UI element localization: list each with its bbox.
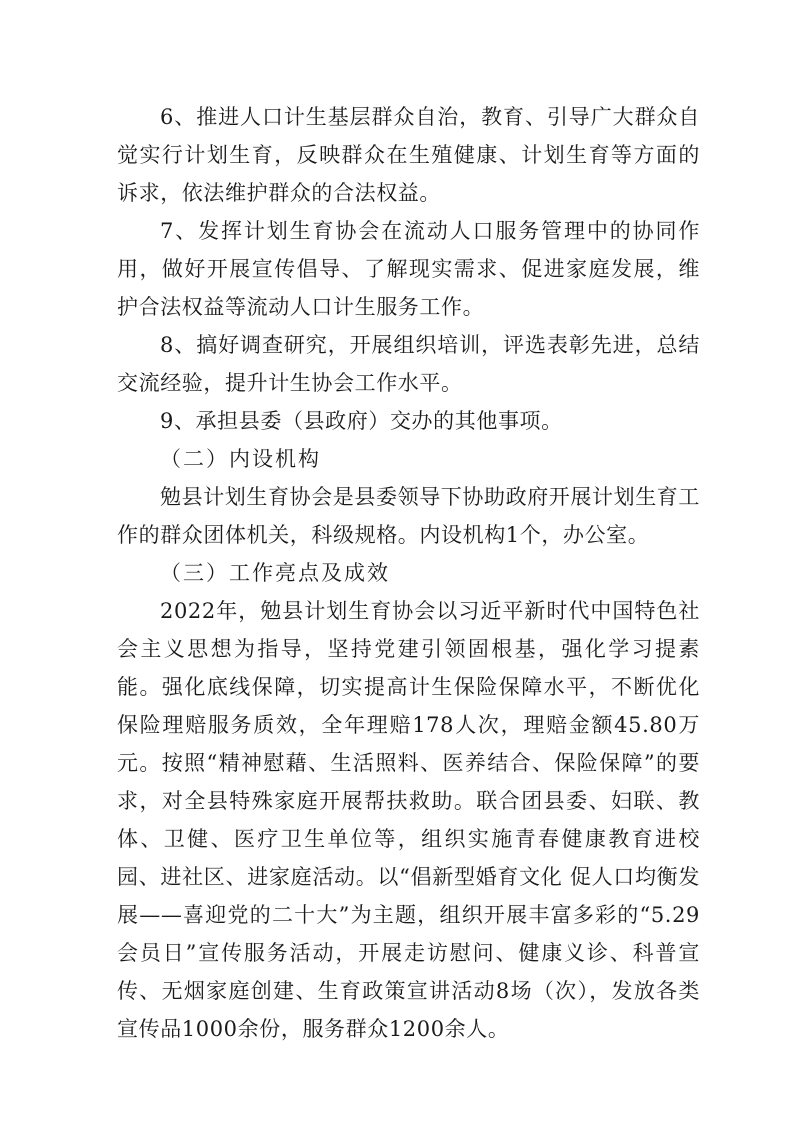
paragraph-item-6: 6、推进人口计生基层群众自治，教育、引导广大群众自觉实行计划生育，反映群众在生殖健康、计划生育等方面的诉求，依法维护群众的合法权益。 bbox=[117, 105, 700, 205]
section-heading-internal-structure: （二）内设机构 bbox=[160, 447, 321, 471]
paragraph-item-9: 9、承担县委（县政府）交办的其他事项。 bbox=[160, 409, 563, 433]
document-body bbox=[117, 98, 700, 1048]
paragraph-highlights: 2022年，勉县计划生育协会以习近平新时代中国特色社会主义思想为指导，坚持党建引领固根基，强化学习提素能。强化底线保障，切实提高计生保险保障水平，不断优化保险理赔服务质效，全年理赔178人次，理赔金额45.80万元。按照“精神慰藉、生活照料、医养结合、保险保障”的要求，对全县特殊家庭开展帮扶救助。联合团县委、妇联、教体、卫健、医疗卫生单位等，组织实施青春健康教育进校园、进社区、进家庭活动。以“倡新型婚育文化 促人口均衡发展——喜迎党的二十大”为主题，组织开展丰富多彩的“5.29会员日”宣传服务活动，开展走访慰问、健康义诊、科普宣传、无烟家庭创建、生育政策宣讲活动8场（次），发放各类宣传品1000余份，服务群众1200余人。 bbox=[117, 599, 700, 1041]
paragraph-item-8: 8、搞好调查研究，开展组织培训，评选表彰先进，总结交流经验，提升计生协会工作水平。 bbox=[117, 333, 700, 395]
paragraph-item-7: 7、发挥计划生育协会在流动人口服务管理中的协同作用，做好开展宣传倡导、了解现实需求、促进家庭发展，维护合法权益等流动人口计生服务工作。 bbox=[117, 219, 700, 319]
paragraph-internal-structure: 勉县计划生育协会是县委领导下协助政府开展计划生育工作的群众团体机关，科级规格。内设机构1个，办公室。 bbox=[117, 485, 700, 547]
section-heading-highlights: （三）工作亮点及成效 bbox=[160, 561, 390, 585]
